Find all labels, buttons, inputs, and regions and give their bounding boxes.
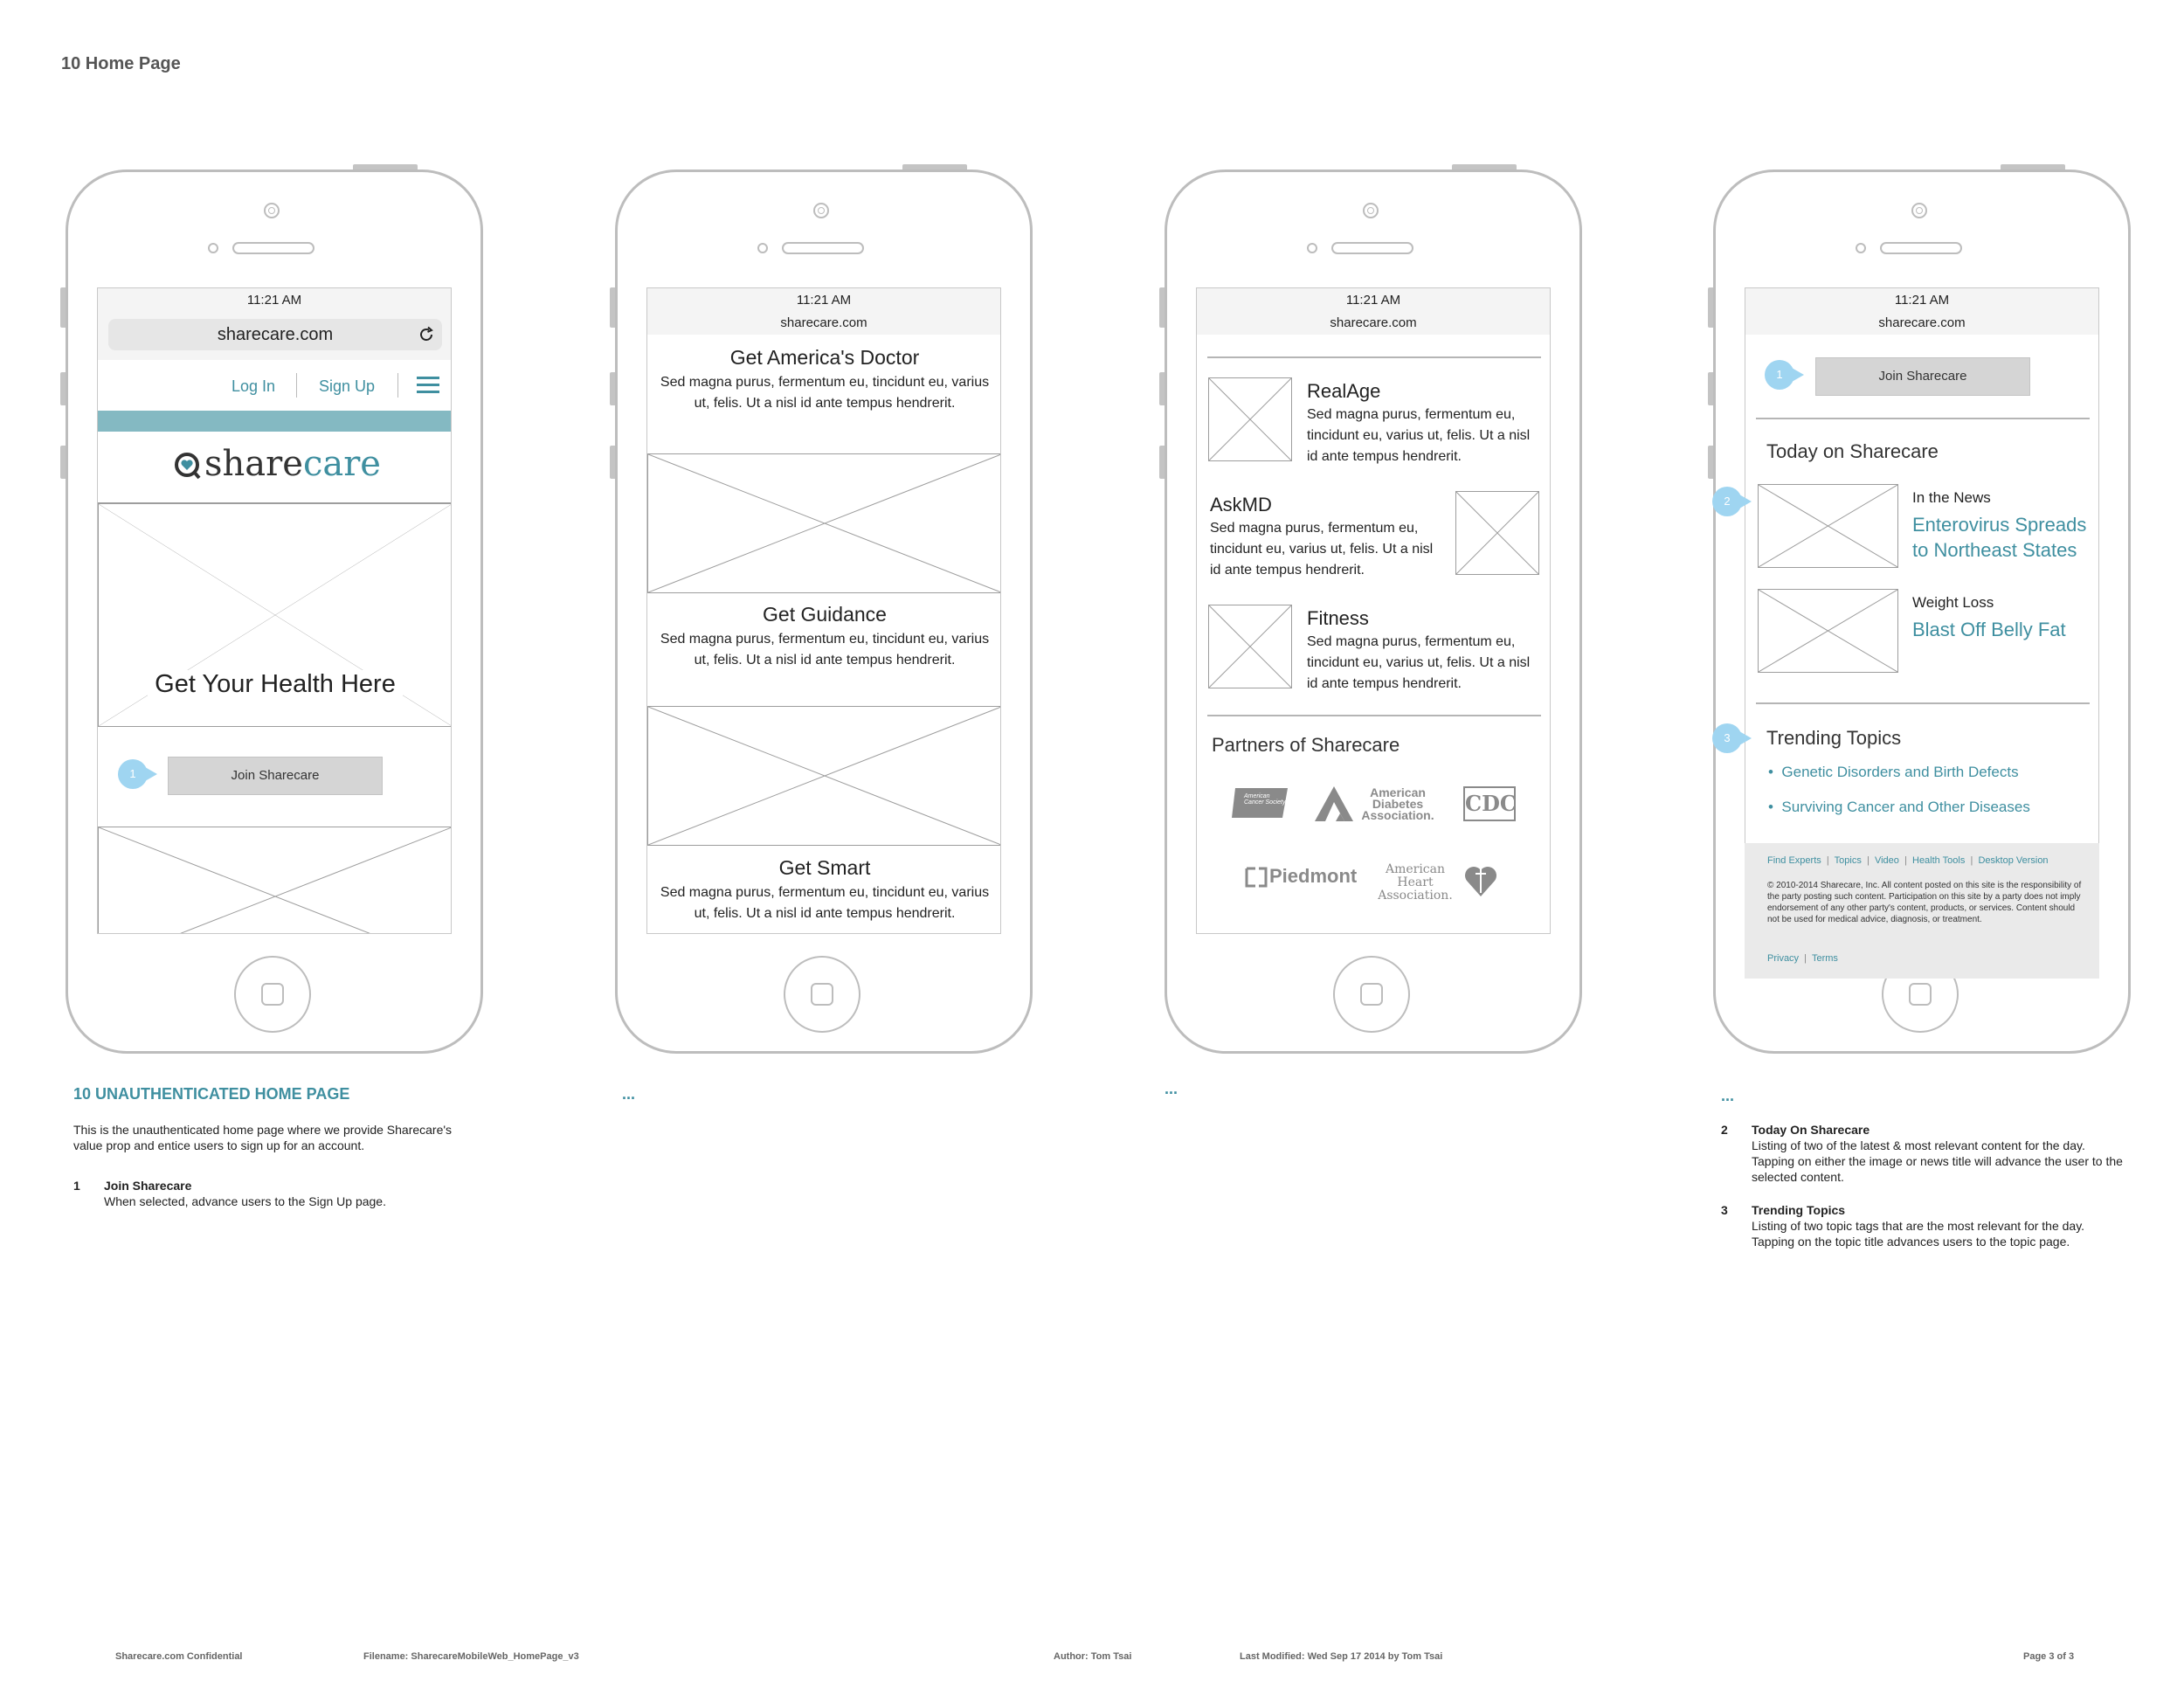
- note-number: 1: [73, 1179, 80, 1193]
- page-heading: 10 Home Page: [61, 54, 181, 73]
- partners-title: Partners of Sharecare: [1212, 734, 1400, 756]
- speaker-icon: [782, 242, 864, 254]
- address-bar[interactable]: [108, 319, 442, 350]
- address-url[interactable]: sharecare.com: [1878, 315, 1966, 330]
- volume-down-button: [610, 446, 615, 479]
- phone-mockup-2: [615, 169, 1033, 1054]
- american-cancer-society-logo[interactable]: American Cancer Society: [1232, 786, 1288, 820]
- mute-switch: [60, 287, 66, 328]
- nav-divider: [296, 373, 297, 398]
- nav-divider: [397, 373, 398, 398]
- trending-topic-link[interactable]: • Surviving Cancer and Other Diseases: [1768, 799, 2030, 815]
- power-button: [1452, 164, 1517, 169]
- footer-link[interactable]: Topics: [1834, 855, 1862, 866]
- footer-confidential: Sharecare.com Confidential: [115, 1651, 243, 1662]
- today-title: Today on Sharecare: [1766, 440, 1939, 462]
- logo-heart-icon: [173, 451, 203, 481]
- trending-topic-link[interactable]: • Genetic Disorders and Birth Defects: [1768, 764, 2019, 780]
- sensor-icon: [208, 243, 218, 253]
- address-url: sharecare.com: [217, 325, 334, 344]
- annotation-pin-2: 2: [1712, 487, 1742, 516]
- camera-icon: [264, 203, 280, 218]
- volume-up-button: [1159, 372, 1165, 405]
- news-category: In the News: [1912, 489, 1991, 506]
- notes-heading: 10 UNAUTHENTICATED HOME PAGE: [73, 1085, 350, 1103]
- camera-icon: [813, 203, 829, 218]
- news-category: Weight Loss: [1912, 594, 1994, 611]
- image-placeholder: [98, 827, 452, 934]
- camera-icon: [1911, 203, 1927, 218]
- join-sharecare-button[interactable]: Join Sharecare: [1815, 357, 2030, 396]
- volume-up-button: [60, 372, 66, 405]
- status-time: 11:21 AM: [796, 293, 852, 308]
- volume-down-button: [1708, 446, 1713, 479]
- item-body: Sed magna purus, fermentum eu, tincidunt eu, varius ut, felis. Ut a nisl id ante tempus hendrerit.: [1307, 407, 1531, 464]
- annotation-pin-3: 3: [1712, 723, 1742, 753]
- footer-link[interactable]: Find Experts: [1767, 855, 1821, 866]
- mute-switch: [610, 287, 615, 328]
- volume-down-button: [60, 446, 66, 479]
- american-diabetes-association-logo[interactable]: American Diabetes Association.: [1315, 786, 1437, 821]
- status-time: 11:21 AM: [1345, 293, 1401, 308]
- trending-title: Trending Topics: [1766, 727, 1902, 749]
- note-item: Trending Topics Listing of two topic tags that are the most relevant for the day. Tapping on the topic title advances users to the topic page.: [1752, 1203, 2085, 1249]
- divider: [1756, 418, 2090, 419]
- home-button[interactable]: [234, 956, 311, 1033]
- notes-intro: This is the unauthenticated home page where we provide Sharecare's value prop and entice users to sign up for an account.: [73, 1123, 453, 1152]
- sensor-icon: [1307, 243, 1317, 253]
- section-body: Sed magna purus, fermentum eu, tincidunt eu, varius ut, felis. Ut a nisl id ante tempus hendrerit.: [660, 632, 990, 668]
- home-button[interactable]: [784, 956, 860, 1033]
- status-time: 11:21 AM: [246, 293, 302, 308]
- note-item: Join Sharecare When selected, advance users to the Sign Up page.: [104, 1179, 386, 1208]
- footer-page-number: Page 3 of 3: [2023, 1651, 2075, 1662]
- speaker-icon: [1331, 242, 1413, 254]
- news-image-placeholder[interactable]: [1758, 589, 1898, 673]
- teal-banner: [98, 411, 451, 432]
- american-heart-association-logo[interactable]: American Heart Association.: [1367, 858, 1498, 898]
- item-title[interactable]: Fitness: [1307, 607, 1369, 629]
- section-body: Sed magna purus, fermentum eu, tincidunt eu, varius ut, felis. Ut a nisl id ante tempus hendrerit.: [660, 375, 990, 411]
- notes-ellipsis: ...: [1721, 1087, 1735, 1104]
- browser-chrome: [98, 288, 451, 360]
- sensor-icon: [757, 243, 768, 253]
- footer-link[interactable]: Health Tools: [1912, 855, 1966, 866]
- privacy-link[interactable]: Privacy: [1767, 953, 1800, 964]
- reload-icon[interactable]: [418, 326, 435, 343]
- item-title[interactable]: RealAge: [1307, 380, 1381, 402]
- footer-link[interactable]: Video: [1874, 855, 1899, 866]
- askmd-image-placeholder[interactable]: [1455, 491, 1539, 575]
- power-button: [902, 164, 967, 169]
- divider: [1756, 702, 2090, 704]
- phone-mockup-3: [1165, 169, 1582, 1054]
- copyright-text: © 2010-2014 Sharecare, Inc. All content posted on this site is the responsibility of the party posting such content. Participation on this site by a party does not imply endorsement of any other party's content, products, or services. Content should not be used for medical advice, diagnosis, or treatment.: [1767, 881, 2082, 924]
- phone-screen: [1724, 287, 2099, 978]
- section-title: Get America's Doctor: [729, 346, 920, 369]
- notes-ellipsis: ...: [622, 1085, 636, 1103]
- notes-ellipsis: ...: [1165, 1080, 1178, 1097]
- login-link[interactable]: Log In: [232, 377, 276, 395]
- divider: [1207, 715, 1541, 716]
- address-url[interactable]: sharecare.com: [780, 315, 867, 330]
- sharecare-logo[interactable]: [98, 432, 451, 503]
- sensor-icon: [1856, 243, 1866, 253]
- note-item: Today On Sharecare Listing of two of the latest & most relevant content for the day. Tapping on either the image or news title will advance the user to the selected content.: [1752, 1123, 2123, 1184]
- annotation-pin-1: 1: [1765, 360, 1794, 390]
- news-headline-link[interactable]: Enterovirus Spreads to Northeast States: [1912, 514, 2087, 561]
- browser-chrome: [1745, 288, 2098, 335]
- camera-icon: [1363, 203, 1379, 218]
- signup-link[interactable]: Sign Up: [319, 377, 376, 395]
- item-title[interactable]: AskMD: [1210, 494, 1272, 515]
- status-time: 11:21 AM: [1894, 293, 1950, 308]
- speaker-icon: [1880, 242, 1962, 254]
- cdc-logo[interactable]: CDC: [1463, 786, 1516, 821]
- hamburger-menu-icon[interactable]: [417, 377, 439, 394]
- phone-screen: [1196, 287, 1551, 934]
- footer-link[interactable]: Desktop Version: [1978, 855, 2049, 866]
- realage-image-placeholder[interactable]: [1208, 377, 1292, 461]
- join-sharecare-button[interactable]: Join Sharecare: [168, 757, 383, 795]
- item-body: Sed magna purus, fermentum eu, tincidunt eu, varius ut, felis. Ut a nisl id ante tempus hendrerit.: [1307, 634, 1531, 691]
- image-placeholder: [647, 453, 1001, 593]
- browser-chrome: [1197, 288, 1550, 335]
- terms-link[interactable]: Terms: [1811, 953, 1838, 964]
- news-image-placeholder[interactable]: [1758, 484, 1898, 568]
- note-number: 2: [1721, 1123, 1728, 1137]
- image-placeholder: [647, 706, 1001, 846]
- item-body: Sed magna purus, fermentum eu, tincidunt eu, varius ut, felis. Ut a nisl id ante tempus hendrerit.: [1210, 521, 1434, 578]
- divider: [1207, 356, 1541, 358]
- annotation-pin-1: 1: [118, 759, 148, 789]
- footer-author: Author: Tom Tsai: [1054, 1651, 1132, 1662]
- section-body: Sed magna purus, fermentum eu, tincidunt eu, varius ut, felis. Ut a nisl id ante tempus hendrerit.: [660, 885, 990, 921]
- note-number: 3: [1721, 1203, 1728, 1217]
- phone-mockup-1: [66, 169, 483, 1054]
- legal-links: Privacy | Terms: [1767, 953, 1838, 964]
- hero-title: Get Your Health Here: [99, 670, 452, 699]
- fitness-image-placeholder[interactable]: [1208, 605, 1292, 688]
- mute-switch: [1159, 287, 1165, 328]
- volume-down-button: [1159, 446, 1165, 479]
- browser-chrome: [647, 288, 1000, 335]
- power-button: [2001, 164, 2065, 169]
- logo-wordmark: sharecare: [204, 444, 381, 484]
- news-headline-link[interactable]: Blast Off Belly Fat: [1912, 619, 2066, 640]
- site-footer: [1745, 843, 2099, 979]
- piedmont-logo[interactable]: Piedmont: [1245, 863, 1350, 893]
- speaker-icon: [232, 242, 314, 254]
- hero-image-placeholder: [98, 503, 452, 727]
- volume-up-button: [1708, 372, 1713, 405]
- volume-up-button: [610, 372, 615, 405]
- phone-mockup-4: [1713, 169, 2131, 1054]
- mute-switch: [1708, 287, 1713, 328]
- phone-screen: [97, 287, 452, 934]
- footer-modified: Last Modified: Wed Sep 17 2014 by Tom Tsai: [1240, 1651, 1443, 1662]
- phone-screen: [646, 287, 1001, 934]
- section-title: Get Guidance: [763, 603, 887, 626]
- power-button: [353, 164, 418, 169]
- footer-filename: Filename: SharecareMobileWeb_HomePage_v3: [363, 1651, 579, 1662]
- footer-links: Find Experts | Topics | Video | Health Tools | Desktop Version: [1767, 855, 2049, 866]
- site-nav: [98, 360, 451, 411]
- home-button[interactable]: [1333, 956, 1410, 1033]
- address-url[interactable]: sharecare.com: [1330, 315, 1417, 330]
- section-title: Get Smart: [778, 856, 871, 879]
